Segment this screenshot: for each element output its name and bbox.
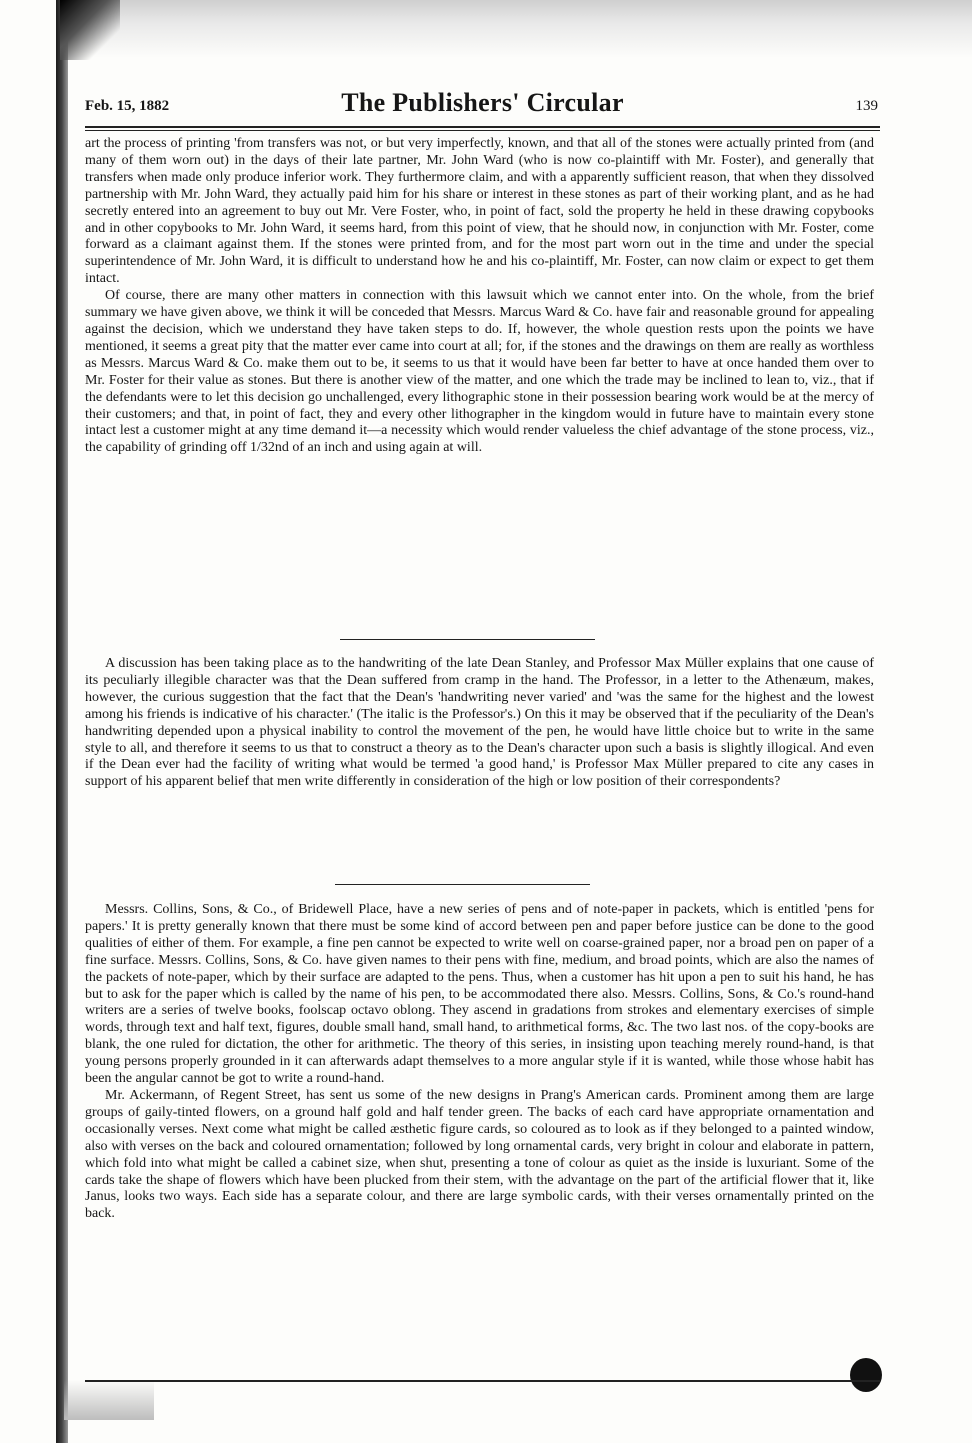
journal-title: The Publishers' Circular: [341, 88, 624, 117]
article-collins-pens-and-cards: [85, 902, 874, 1223]
section-divider: [340, 639, 595, 640]
paragraph: A discussion has been taking place as to the handwriting of the late Dean Stanley, and Professor Max Müller explains that one cause of its peculiarly illegible character was that the Dean suffered from cramp in the hand. The Professor, in a letter to the Athenæum, makes, however, the curious suggestion that the fact that the Dean's 'handwriting never varied' and 'was the same for the highest and the lowest among his friends is indicative of his character.' (The italic is the Professor's.) On this it may be observed that if the peculiarity of the Dean's handwriting depended upon a physical inability to control the movement of the pen, he would have little choice but to write in the same style to all, and therefore it seems to us that to construct a theory as to the Dean's character upon such a basis is slightly illogical. And even if the Dean ever had the facility of writing what would be termed 'a good hand,' is Professor Max Müller prepared to cite any cases in support of his apparent belief that men write differently in consideration of the high or low position of their correspondents?: [85, 656, 874, 790]
paragraph: Mr. Ackermann, of Regent Street, has sent us some of the new designs in Prang's American cards. Prominent among them are large groups of gaily-tinted flowers, on a ground half gold and half tender green. The backs of each card have appropriate ornamentation and occasionally verses. Next come what might be called æsthetic figure cards, so coloured as to look as if they belonged to a painted window, also with verses on the back and coloured ornamentation; followed by long ornamental cards, very bright in colour and elaborate in pattern, which fold into what might be called a cabinet size, when shut, presenting a tone of colour as quiet as the inside is luxuriant. Some of the cards take the shape of flowers which have been plucked from their stem, with the advantage on the part of the artificial flower that it, like Janus, looks two ways. Each side has a separate colour, and there are large symbolic cards, with their verses ornamentally printed on the back.: [85, 1087, 874, 1222]
ink-blot: [850, 1358, 882, 1392]
scan-shadow-top: [60, 0, 972, 58]
paragraph: Messrs. Collins, Sons, & Co., of Bridewell Place, have a new series of pens and of note-paper in packets, which is entitled 'pens for papers.' It is pretty generally known that there must be some kind of accord between pen and paper before justice can be done to the good qualities of either of them. For example, a fine pen cannot be expected to write well on coarse-grained paper, nor a broad pen on paper of a fine surface. Messrs. Collins, Sons, & Co. have given names to their pens with fine, medium, and broad points, which are also the names of the packets of note-paper, which by their surface are adapted to the pens. Thus, when a customer has hit upon a pen to suit his hand, he has but to ask for the paper which is called by the name of his pen, to be accommodated there also. Messrs. Collins, Sons, & Co.'s round-hand writers are a series of twelve books, foolscap octavo oblong. They ascend in gradations from strokes and elementary exercises of simple words, through text and half text, figures, double small hand, small hand, to arithmetical forms, &c. The two last nos. of the copy-books are blank, the one ruled for dictation, the other for arithmetic. The theory of this series, in insisting upon teaching merely round-hand, is that young persons properly grounded in it can afterwards adapt themselves to a more angular style if it is wanted, while those whose habit has been the angular cannot be got to write a round-hand.: [85, 902, 874, 1087]
paragraph: Of course, there are many other matters in connection with this lawsuit which we cannot enter into. On the whole, from the brief summary we have given above, we think it will be conceded that Messrs. Marcus Ward & Co. have fair and reasonable ground for appealing against the decision, which we understand they have taken steps to do. If, however, the whole question rests upon the points we have mentioned, it seems a great pity that the matter ever came into court at all; for, if the stones and the drawings on them are really as worthless as Messrs. Marcus Ward & Co. make them out to be, it seems to us that it would have been far better to have at once handed them over to Mr. Foster for their value as stones. But there is another view of the matter, and one which the trade may be inclined to lean to, viz., that if the defendants were to let this decision go unchallenged, every lithographic stone in their possession bearing work would be at the mercy of their customers; and that, in point of fact, they and every other lithographer in the kingdom would in future have to maintain every stone intact lest a customer might at any time demand it—a necessity which would render valueless the chief advantage of the stone process, viz., the capability of grinding off 1/32nd of an inch and using again at will.: [85, 288, 874, 456]
section-divider: [335, 884, 590, 885]
scan-corner-shadow: [60, 0, 120, 60]
binding-spine: [56, 0, 68, 1443]
article-dean-stanley-handwriting: [85, 656, 874, 791]
header-date: Feb. 15, 1882: [85, 98, 170, 114]
article-lithographic-stones: [85, 136, 874, 457]
footer-rule: [85, 1380, 880, 1382]
header-rule: [85, 126, 880, 131]
paragraph: art the process of printing 'from transfers was not, or but very imperfectly, known, and that all of the stones were actually printed from (and many of them worn out) in the days of their late partner, Mr. John Ward (who is now co-plaintiff with Mr. Foster), and generally that transfers when made only produce inferior work. They furthermore claim, and with a apparently sufficient reason, that when they dissolved partnership with Mr. John Ward, they actually paid him for his share or interest in these stones as part of their working plant, and as he had secretly entered into an agreement to buy out Mr. Vere Foster, who, in point of fact, sold the property he held in these drawing copybooks and in other copybooks to Mr. John Ward, it seems hard, from this point of view, that he should now, in conjunction with Mr. Foster, come forward as a claimant against them. If the stones were printed from, and for the most part worn out in the time and under the special superintendence of Mr. John Ward, it is difficult to understand how he and his co-plaintiff, Mr. Foster, can now claim or expect to get them intact.: [85, 136, 874, 287]
page-number: 139: [855, 98, 878, 114]
scan-corner-shadow-bottom: [64, 1380, 154, 1420]
page-header: [85, 88, 880, 122]
